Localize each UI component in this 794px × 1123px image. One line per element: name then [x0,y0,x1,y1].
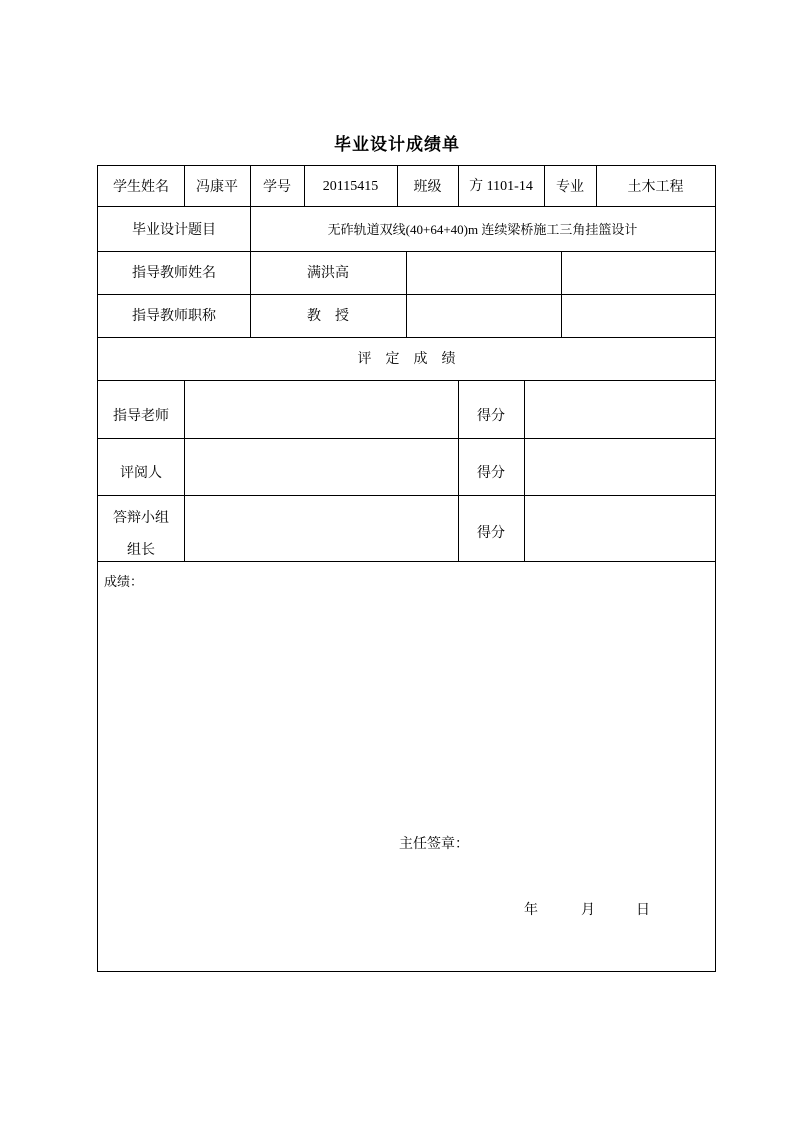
signature-label: 主任签章： [399,836,469,852]
class-value: 方 1101-14 [469,179,533,194]
score-row-label: 评阅人 [120,465,162,481]
column-divider [561,251,562,337]
score-row-label: 指导老师 [113,408,169,424]
date-day: 日 [636,902,650,918]
row-divider [98,495,715,496]
date-month: 月 [581,902,595,918]
row-divider [98,337,715,338]
advisor-name-value: 满洪高 [307,265,349,281]
advisor-title-value: 教 授 [307,308,349,324]
score-label: 得分 [477,525,505,541]
column-divider [524,380,525,561]
row-divider [98,206,715,207]
advisor-title-label: 指导教师职称 [132,308,216,324]
grading-header: 评 定 成 绩 [357,351,456,367]
major-label: 专业 [556,179,584,195]
column-divider [184,380,185,561]
score-label: 得分 [477,408,505,424]
result-label: 成绩： [104,575,144,590]
grade-table [97,165,716,972]
row-divider [98,380,715,381]
score-row-label: 答辩小组 [113,510,169,526]
row-divider [98,438,715,439]
date-year: 年 [524,902,538,918]
topic-value: 无砟轨道双线(40+64+40)m 连续梁桥施工三角挂篮设计 [327,222,638,237]
topic-label: 毕业设计题目 [132,222,216,238]
page-title: 毕业设计成绩单 [334,135,460,155]
student-id-label: 学号 [263,179,291,195]
student-id-value: 20115415 [322,179,379,194]
major-value: 土木工程 [627,179,684,195]
student-name-value: 冯康平 [196,179,238,195]
advisor-name-label: 指导教师姓名 [132,265,216,281]
row-divider [98,561,715,562]
score-row-label-line2: 组长 [127,542,155,558]
class-label: 班级 [413,179,442,195]
student-name-label: 学生姓名 [113,179,169,195]
score-label: 得分 [477,465,505,481]
column-divider [406,251,407,337]
